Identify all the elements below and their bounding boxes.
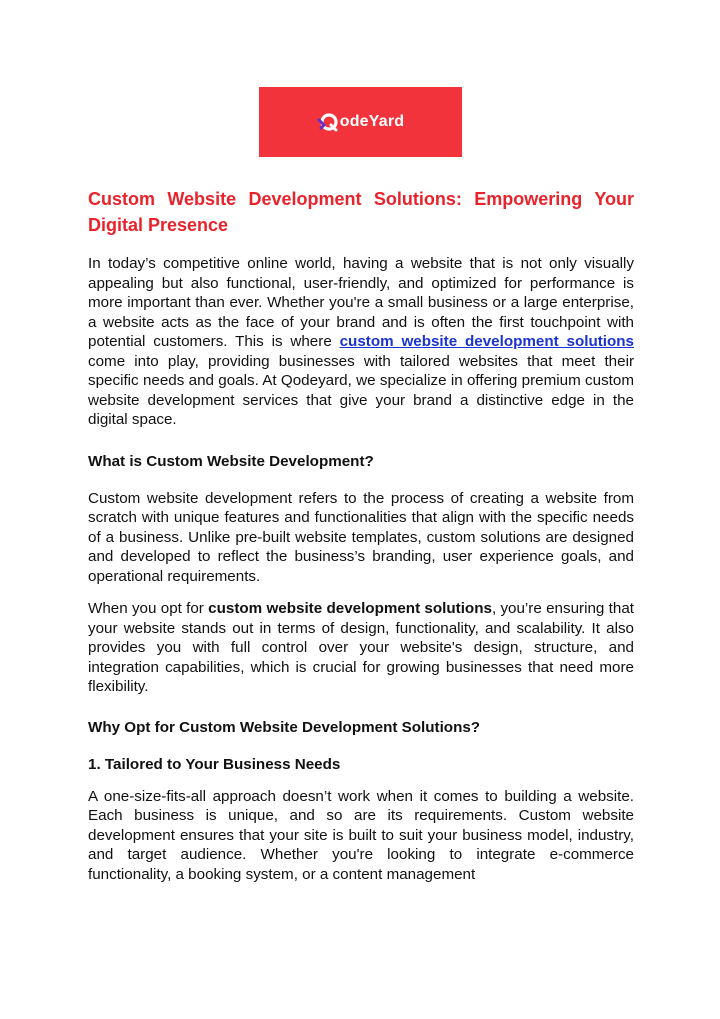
- section1-paragraph-2: [88, 599, 634, 697]
- section-heading-what-is: What is Custom Website Development?: [88, 452, 374, 470]
- intro-paragraph: [88, 254, 634, 430]
- subsection1-paragraph-1: A one-size-fits-all approach doesn’t work when it comes to building a website. Each business is unique, and so are its requirements. Custom website development ensures that your site is built to suit your business model, industry, and target audience. Whether you're looking to integrate e-commerce functionality, a booking system, or a content management: [88, 787, 634, 883]
- brand-logo-banner: [259, 87, 462, 157]
- article-body: [88, 186, 634, 884]
- qodeyard-logo-icon: [317, 111, 339, 133]
- article-title: Custom Website Development Solutions: Empowering Your Digital Presence: [88, 189, 634, 235]
- section1-p2-bold: custom website development solutions: [208, 600, 492, 617]
- custom-website-development-link[interactable]: custom website development solutions: [339, 333, 634, 350]
- section1-paragraph-1: Custom website development refers to the process of creating a website from scratch with unique features and functionalities that align with the specific needs of a business. Unlike pre-built website templates, custom solutions are designed and developed to reflect the business’s branding, user experience goals, and operational requirements.: [88, 489, 634, 585]
- section1-p2-start: When you opt for: [88, 600, 209, 617]
- intro-text-start: In today’s competitive online world, having a website that is not only visually appealing but also functional, user-friendly, and optimized for performance is more important than ever. Whether you're a small business or a large enterprise, a website acts as the face of your brand and is often the first touchpoint with potential customers. This is where: [88, 255, 634, 350]
- section1-p2-end: , you’re ensuring that your website stands out in terms of design, functionality, and scalability. It also provides you with full control over your website's design, structure, and integration capabilities, which is crucial for growing businesses that need more flexibility.: [88, 600, 634, 695]
- intro-text-end: come into play, providing businesses with tailored websites that meet their specific needs and goals. At Qodeyard, we specialize in offering premium custom website development services that give your brand a distinctive edge in the digital space.: [88, 352, 634, 428]
- brand-logo-text: odeYard: [339, 113, 405, 130]
- section-heading-why-opt: Why Opt for Custom Website Development Solutions?: [88, 718, 481, 736]
- brand-logo: [317, 111, 405, 133]
- subsection-heading-tailored: 1. Tailored to Your Business Needs: [88, 755, 341, 773]
